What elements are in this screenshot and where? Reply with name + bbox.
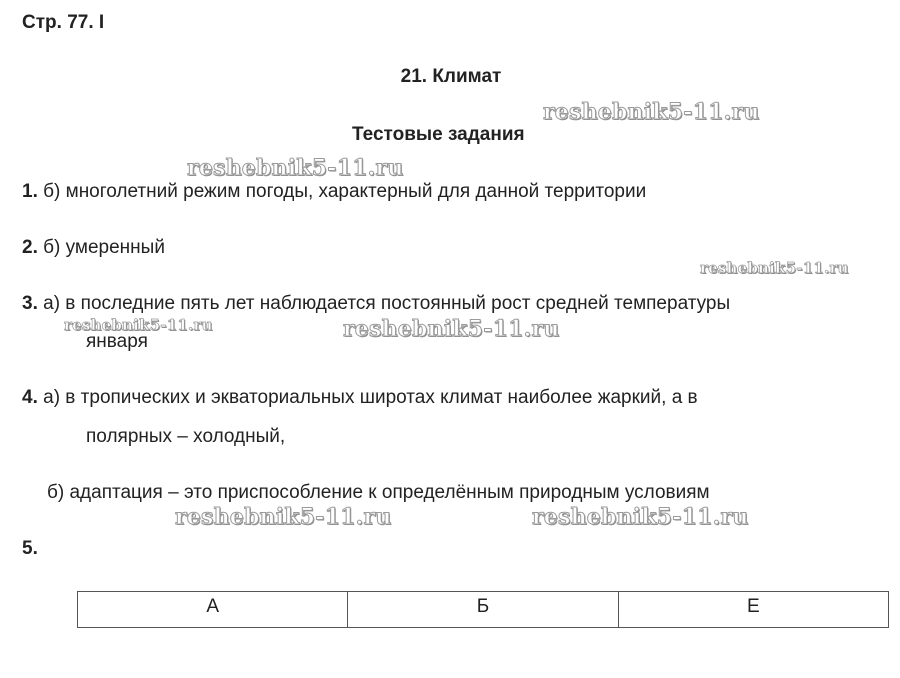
answer-4-continuation: полярных – холодный,: [86, 426, 286, 447]
section-title-text: 21. Климат: [400, 66, 502, 87]
answer-text: б) многолетний режим погоды, характерный для данной территории: [37, 181, 647, 202]
watermark: reshebnik5-11.ru: [543, 99, 760, 125]
answer-table: [77, 591, 889, 628]
watermark: reshebnik5-11.ru: [64, 316, 213, 334]
answer-number: 2.: [22, 237, 38, 258]
watermark: reshebnik5-11.ru: [532, 504, 749, 530]
answer-text: б) умеренный: [37, 237, 165, 258]
answer-4: [22, 387, 698, 409]
answer-2: [22, 237, 165, 259]
answer-number: 1.: [22, 181, 38, 202]
answer-text: а) в тропических и экваториальных широтах климат наиболее жаркий, а в: [37, 387, 698, 408]
watermark: reshebnik5-11.ru: [343, 316, 560, 342]
watermark: reshebnik5-11.ru: [187, 155, 404, 181]
answer-number: 3.: [22, 293, 38, 314]
answer-text: а) в последние пять лет наблюдается постоянный рост средней температуры: [37, 293, 731, 314]
table-header-cell: Б: [348, 592, 618, 628]
answer-3-continuation: января: [86, 331, 148, 352]
page-label: Стр. 77. I: [22, 12, 105, 33]
answer-number: 4.: [22, 387, 38, 408]
table-header-cell: А: [78, 592, 348, 628]
answer-3: [22, 293, 730, 315]
answer-4-part-b: б) адаптация – это приспособление к определённым природным условиям: [47, 482, 710, 503]
watermark: reshebnik5-11.ru: [175, 504, 392, 530]
watermark: reshebnik5-11.ru: [700, 259, 849, 277]
table-header-cell: Е: [618, 592, 888, 628]
answer-number: 5.: [22, 538, 38, 559]
subtitle: Тестовые задания: [352, 124, 525, 145]
answer-5: [22, 538, 38, 560]
table-row: [78, 592, 889, 628]
answer-1: [22, 181, 646, 203]
section-title: [0, 66, 900, 88]
